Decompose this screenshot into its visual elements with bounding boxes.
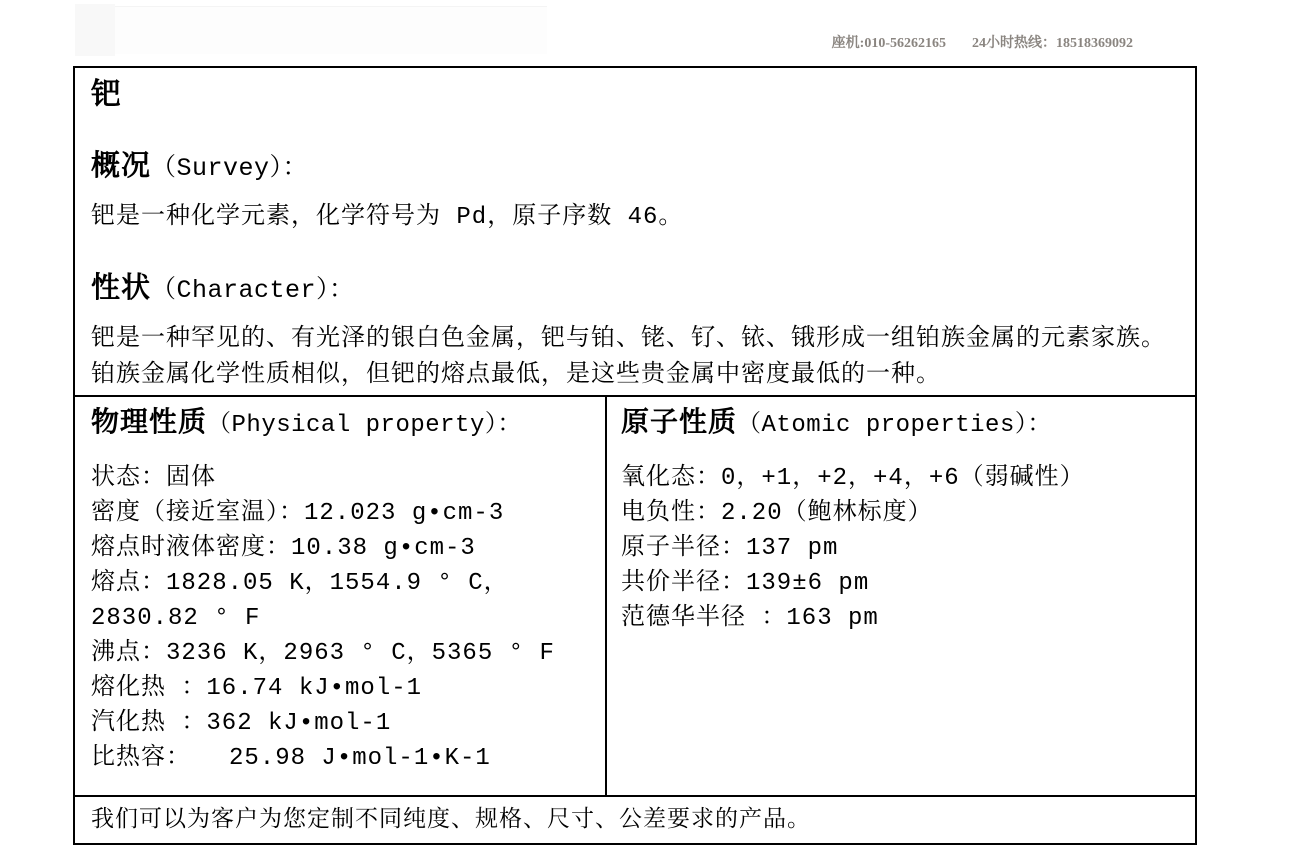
atomic-property-line: 范德华半径 ：163 pm (621, 605, 879, 632)
character-text: 钯是一种罕见的、有光泽的银白色金属，钯与铂、铑、钌、铱、锇形成一组铂族金属的元素家族。铂族金属化学性质相似，但钯的熔点最低，是这些贵金属中密度最低的一种。 (91, 326, 1166, 389)
hotline-number: 24小时热线：18518369092 (972, 36, 1133, 51)
physical-property-line: 密度（接近室温）：12.023 g•cm-3 (91, 500, 505, 527)
atomic-properties-cell (607, 397, 1195, 795)
footer-note-text: 我们可以为客户为您定制不同纯度、规格、尺寸、公差要求的产品。 (91, 807, 811, 833)
atomic-property-line: 原子半径：137 pm (621, 535, 839, 562)
survey-heading-zh: 概况 (91, 151, 152, 184)
survey-heading-en: （Survey）： (151, 154, 309, 183)
physical-property-line: 沸点：3236 K，2963 ° C，5365 ° F (91, 640, 555, 667)
properties-section (75, 397, 1195, 797)
faded-logo (75, 4, 115, 56)
top-bar (0, 0, 1300, 66)
physical-property-line: 熔点时液体密度：10.38 g•cm-3 (91, 535, 476, 562)
survey-heading (91, 150, 1179, 187)
atomic-properties-list (621, 461, 1183, 636)
atomic-heading (621, 407, 1183, 444)
character-heading-zh: 性状 (91, 273, 152, 306)
atomic-property-line: 共价半径：139±6 pm (621, 570, 870, 597)
physical-heading-en: （Physical property）： (207, 412, 522, 439)
physical-property-line: 汽化热 ：362 kJ•mol-1 (91, 710, 392, 737)
physical-property-line: 比热容： 25.98 J•mol-1•K-1 (91, 745, 491, 772)
faded-logo-banner (115, 6, 547, 54)
character-heading-en: （Character）： (151, 276, 355, 305)
physical-properties-list (91, 461, 593, 776)
survey-text: 钯是一种化学元素，化学符号为 Pd，原子序数 46。 (91, 204, 684, 231)
atomic-heading-zh: 原子性质 (621, 409, 738, 440)
page-title: 钯 (91, 80, 122, 114)
physical-property-line: 状态：固体 (91, 465, 216, 492)
document-frame (73, 66, 1197, 845)
physical-heading-zh: 物理性质 (91, 409, 208, 440)
physical-properties-cell (75, 397, 607, 795)
physical-property-line: 熔点：1828.05 K，1554.9 ° C，2830.82 ° F (91, 570, 509, 632)
atomic-property-line: 电负性：2.20（鲍林标度） (621, 500, 933, 527)
atomic-heading-en: （Atomic properties）： (737, 412, 1052, 439)
landline-number: 座机:010-56262165 (831, 36, 946, 51)
contact-info (832, 32, 1133, 52)
physical-heading (91, 407, 593, 444)
physical-property-line: 熔化热 ：16.74 kJ•mol-1 (91, 675, 423, 702)
footer-note-row (75, 797, 1195, 843)
atomic-property-line: 氧化态：0，+1，+2，+4，+6（弱碱性） (621, 465, 1085, 492)
intro-section (75, 68, 1195, 397)
character-heading (91, 272, 1179, 309)
